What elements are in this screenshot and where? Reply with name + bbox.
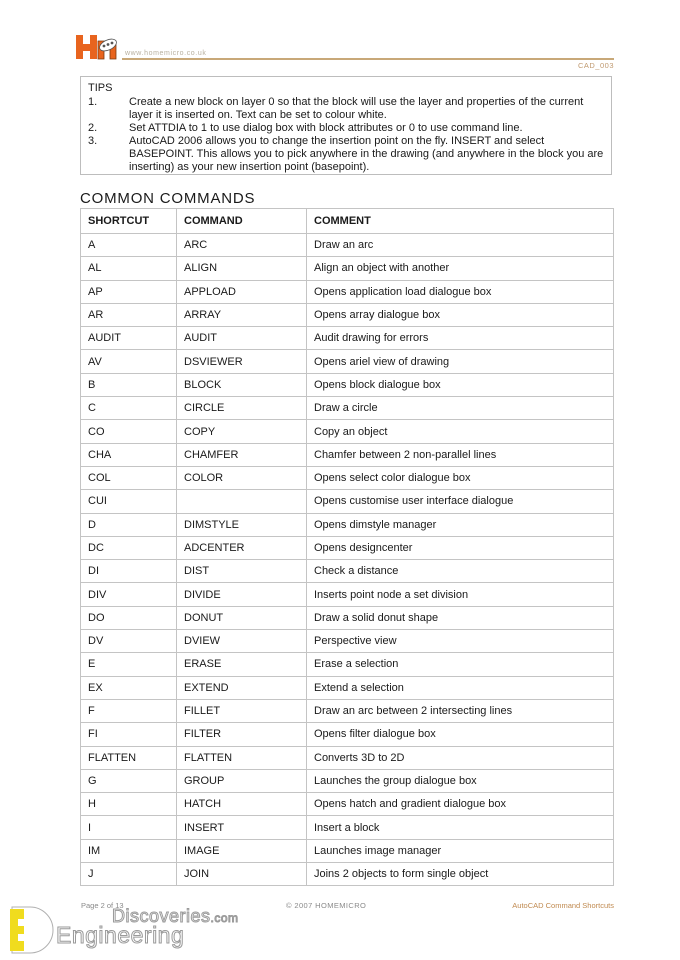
cell-shortcut: J xyxy=(81,863,177,886)
table-row xyxy=(81,420,614,443)
cell-command: EXTEND xyxy=(177,676,307,699)
cell-shortcut: CUI xyxy=(81,490,177,513)
tip-number: 1. xyxy=(88,96,98,108)
cell-shortcut: A xyxy=(81,234,177,257)
cell-shortcut: B xyxy=(81,373,177,396)
table-row xyxy=(81,280,614,303)
cell-shortcut: DO xyxy=(81,606,177,629)
table-row xyxy=(81,839,614,862)
cell-command: AUDIT xyxy=(177,327,307,350)
table-row xyxy=(81,583,614,606)
cell-shortcut: EX xyxy=(81,676,177,699)
document-code: CAD_003 xyxy=(577,61,614,70)
tip-number: 3. xyxy=(88,135,98,147)
cell-comment: Opens designcenter xyxy=(307,536,614,559)
cell-command: GROUP xyxy=(177,769,307,792)
table-row xyxy=(81,350,614,373)
tip-text: Create a new block on layer 0 so that the block will use the layer and properties of the current layer it is inserted on. Text can be set to colour white. xyxy=(129,96,584,121)
tip-item xyxy=(88,96,611,122)
cell-comment: Opens application load dialogue box xyxy=(307,280,614,303)
cell-comment: Opens ariel view of drawing xyxy=(307,350,614,373)
table-row xyxy=(81,536,614,559)
table-row xyxy=(81,653,614,676)
table-row xyxy=(81,257,614,280)
header-divider xyxy=(122,58,614,60)
table-row xyxy=(81,373,614,396)
cell-shortcut: IM xyxy=(81,839,177,862)
cell-command: ERASE xyxy=(177,653,307,676)
cell-comment: Audit drawing for errors xyxy=(307,327,614,350)
cell-command: APPLOAD xyxy=(177,280,307,303)
table-row xyxy=(81,606,614,629)
cell-command: JOIN xyxy=(177,863,307,886)
table-row xyxy=(81,303,614,326)
table-row xyxy=(81,513,614,536)
cell-command: ARRAY xyxy=(177,303,307,326)
section-title: COMMON COMMANDS xyxy=(80,190,256,207)
cell-command: FLATTEN xyxy=(177,746,307,769)
cell-comment: Check a distance xyxy=(307,560,614,583)
cell-command: DIVIDE xyxy=(177,583,307,606)
cell-comment: Opens hatch and gradient dialogue box xyxy=(307,793,614,816)
table-row xyxy=(81,397,614,420)
table-row xyxy=(81,816,614,839)
cell-shortcut: AR xyxy=(81,303,177,326)
cell-shortcut: H xyxy=(81,793,177,816)
cell-comment: Joins 2 objects to form single object xyxy=(307,863,614,886)
cell-comment: Opens customise user interface dialogue xyxy=(307,490,614,513)
tip-text: Set ATTDIA to 1 to use dialog box with block attributes or 0 to use command line. xyxy=(129,122,523,134)
cell-comment: Draw an arc xyxy=(307,234,614,257)
table-row xyxy=(81,630,614,653)
cell-comment: Opens block dialogue box xyxy=(307,373,614,396)
cell-comment: Opens dimstyle manager xyxy=(307,513,614,536)
cell-shortcut: AV xyxy=(81,350,177,373)
table-row xyxy=(81,863,614,886)
cell-comment: Extend a selection xyxy=(307,676,614,699)
watermark-line1: Discoveries xyxy=(112,906,211,926)
cell-comment: Draw a circle xyxy=(307,397,614,420)
tip-text: AutoCAD 2006 allows you to change the insertion point on the fly. INSERT and select BASEPOINT. This allows you to pick anywhere in the drawing (and anywhere in the block you are inserting) as your new insertion point (basepoint). xyxy=(129,135,604,173)
cell-command: ARC xyxy=(177,234,307,257)
site-url[interactable]: www.homemicro.co.uk xyxy=(125,50,207,57)
homemicro-logo xyxy=(76,33,120,61)
cell-shortcut: FI xyxy=(81,723,177,746)
tips-title: TIPS xyxy=(88,82,113,94)
cell-command: CHAMFER xyxy=(177,443,307,466)
column-header-shortcut: SHORTCUT xyxy=(81,209,177,234)
cell-command: DONUT xyxy=(177,606,307,629)
cell-shortcut: C xyxy=(81,397,177,420)
cell-shortcut: DI xyxy=(81,560,177,583)
cell-command: COPY xyxy=(177,420,307,443)
column-header-comment: COMMENT xyxy=(307,209,614,234)
copyright: © 2007 HOMEMICRO xyxy=(286,901,367,910)
cell-shortcut: DIV xyxy=(81,583,177,606)
tips-box xyxy=(80,76,612,175)
cell-comment: Chamfer between 2 non-parallel lines xyxy=(307,443,614,466)
table-row xyxy=(81,676,614,699)
table-row xyxy=(81,443,614,466)
cell-shortcut: AUDIT xyxy=(81,327,177,350)
cell-comment: Erase a selection xyxy=(307,653,614,676)
cell-command: DIST xyxy=(177,560,307,583)
cell-command: DVIEW xyxy=(177,630,307,653)
cell-shortcut: CO xyxy=(81,420,177,443)
cell-command: CIRCLE xyxy=(177,397,307,420)
cell-shortcut: CHA xyxy=(81,443,177,466)
table-row xyxy=(81,723,614,746)
cell-shortcut: FLATTEN xyxy=(81,746,177,769)
cell-comment: Align an object with another xyxy=(307,257,614,280)
column-header-command: COMMAND xyxy=(177,209,307,234)
tip-item xyxy=(88,135,611,174)
cell-shortcut: F xyxy=(81,699,177,722)
table-header-row xyxy=(81,209,614,234)
cell-comment: Inserts point node a set division xyxy=(307,583,614,606)
cell-shortcut: I xyxy=(81,816,177,839)
cell-command: DSVIEWER xyxy=(177,350,307,373)
cell-command: FILTER xyxy=(177,723,307,746)
cell-comment: Perspective view xyxy=(307,630,614,653)
cell-shortcut: AP xyxy=(81,280,177,303)
cell-command: BLOCK xyxy=(177,373,307,396)
table-row xyxy=(81,490,614,513)
cell-shortcut: E xyxy=(81,653,177,676)
table-row xyxy=(81,234,614,257)
cell-comment: Insert a block xyxy=(307,816,614,839)
cell-shortcut: COL xyxy=(81,466,177,489)
cell-comment: Draw an arc between 2 intersecting lines xyxy=(307,699,614,722)
cell-command: COLOR xyxy=(177,466,307,489)
table-row xyxy=(81,327,614,350)
cell-comment: Launches image manager xyxy=(307,839,614,862)
table-row xyxy=(81,699,614,722)
cell-shortcut: G xyxy=(81,769,177,792)
footer-document-title: AutoCAD Command Shortcuts xyxy=(512,901,614,910)
cell-command: DIMSTYLE xyxy=(177,513,307,536)
commands-table xyxy=(80,208,614,886)
cell-comment: Opens select color dialogue box xyxy=(307,466,614,489)
tip-item xyxy=(88,122,611,135)
cell-comment: Opens array dialogue box xyxy=(307,303,614,326)
page-number: Page 2 of 13 xyxy=(81,901,124,910)
watermark-engineering: Engineering xyxy=(56,922,185,948)
cell-command: ADCENTER xyxy=(177,536,307,559)
cell-comment: Copy an object xyxy=(307,420,614,443)
cell-comment: Converts 3D to 2D xyxy=(307,746,614,769)
cell-comment: Launches the group dialogue box xyxy=(307,769,614,792)
watermark-suffix: .com xyxy=(210,911,239,925)
tip-number: 2. xyxy=(88,122,98,134)
cell-shortcut: DV xyxy=(81,630,177,653)
table-row xyxy=(81,793,614,816)
cell-command: FILLET xyxy=(177,699,307,722)
table-row xyxy=(81,746,614,769)
cell-shortcut: D xyxy=(81,513,177,536)
table-row xyxy=(81,769,614,792)
cell-command: IMAGE xyxy=(177,839,307,862)
table-row xyxy=(81,466,614,489)
cell-shortcut: DC xyxy=(81,536,177,559)
cell-command: ALIGN xyxy=(177,257,307,280)
cell-comment: Draw a solid donut shape xyxy=(307,606,614,629)
cell-shortcut: AL xyxy=(81,257,177,280)
cell-comment: Opens filter dialogue box xyxy=(307,723,614,746)
cell-command xyxy=(177,490,307,513)
cell-command: HATCH xyxy=(177,793,307,816)
table-row xyxy=(81,560,614,583)
cell-command: INSERT xyxy=(177,816,307,839)
